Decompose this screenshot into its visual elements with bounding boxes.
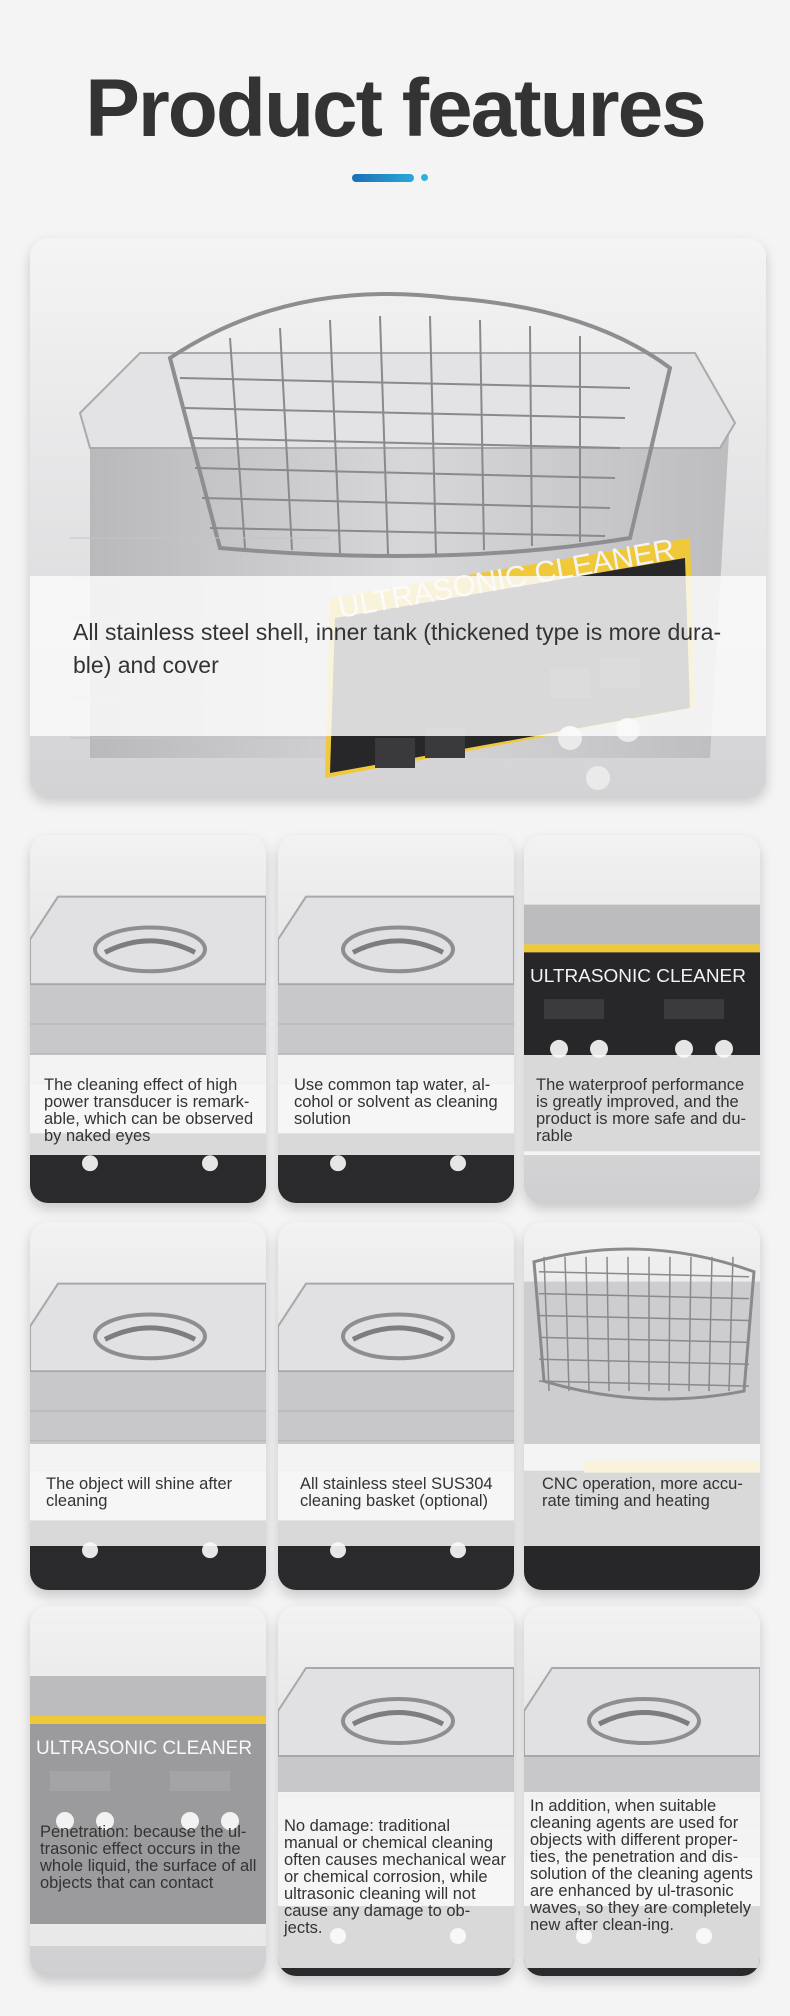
feature-card (524, 1222, 760, 1590)
feature-card (524, 1606, 760, 1976)
feature-caption-panel (30, 1724, 266, 1946)
hero-feature-card (30, 238, 766, 796)
feature-caption: The waterproof performance is greatly improved, and the product is more safe and du-rable (536, 1076, 747, 1145)
feature-caption: CNC operation, more accu-rate timing and heating (542, 1475, 743, 1510)
feature-caption: Use common tap water, al-cohol or solvent as cleaning solution (294, 1076, 498, 1128)
hero-caption-panel (30, 576, 766, 736)
feature-caption: In addition, when suitable cleaning agents are used for objects with different proper-ties, the penetration and dis-solution of the cleaning agents are enhanced by ul-trasonic waves, so they are completely new after clean-ing. (530, 1797, 753, 1934)
feature-caption: The object will shine after cleaning (46, 1475, 233, 1510)
feature-caption: The cleaning effect of high power transducer is remark-able, which can be observed by naked eyes (44, 1076, 254, 1145)
page-title: Product features (85, 63, 705, 154)
feature-caption-panel (524, 1444, 760, 1546)
feature-card (524, 835, 760, 1203)
hero-caption: All stainless steel shell, inner tank (thickened type is more dura-ble) and cover (73, 619, 722, 678)
feature-card (30, 1222, 266, 1590)
feature-card (278, 1606, 514, 1976)
feature-card (30, 1606, 266, 1976)
feature-card (278, 835, 514, 1203)
feature-caption-panel (30, 1444, 266, 1546)
title-dot (421, 174, 428, 181)
feature-caption-panel (30, 1055, 266, 1155)
feature-caption-panel (278, 1055, 514, 1155)
feature-caption: Penetration: because the ul-trasonic effect occurs in the whole liquid, the surface of all objects that can contact (40, 1823, 257, 1892)
feature-card (278, 1222, 514, 1590)
feature-caption-panel (278, 1792, 514, 1968)
title-underline (352, 174, 414, 182)
feature-caption-panel (524, 1792, 760, 1968)
feature-caption: No damage: traditional manual or chemical cleaning often causes mechanical wear or chemical corrosion, while ultrasonic cleaning will not cause any damage to ob-jects. (284, 1817, 506, 1937)
svg-text:ULTRASONIC CLEANER: ULTRASONIC CLEANER (530, 966, 746, 988)
feature-caption-panel (524, 1055, 760, 1155)
feature-caption-panel (278, 1444, 514, 1546)
feature-caption: All stainless steel SUS304 cleaning basket (optional) (300, 1475, 493, 1510)
feature-card (30, 835, 266, 1203)
